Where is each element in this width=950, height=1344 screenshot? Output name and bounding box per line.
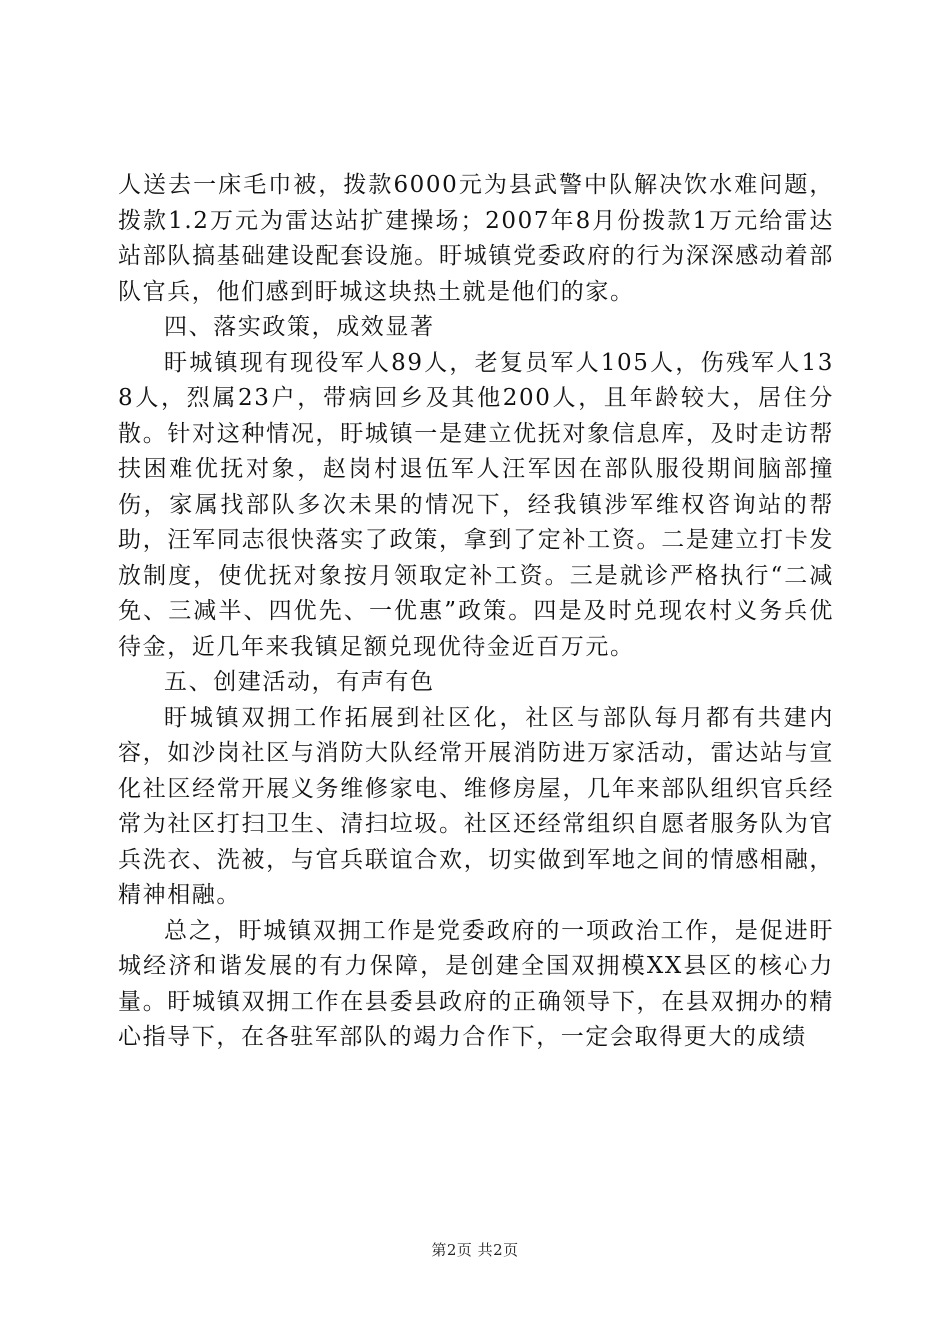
page-number-footer: 第2页 共2页: [431, 1241, 519, 1259]
paragraph-activities: 盱城镇双拥工作拓展到社区化，社区与部队每月都有共建内容，如沙岗社区与消防大队经常开展消防进万家活动，雷达站与宣化社区经常开展义务维修家电、维修房屋，几年来部队组织官兵经常为社区打扫卫生、清扫垃圾。社区还经常组织自愿者服务队为官兵洗衣、洗被，与官兵联谊合欢，切实做到军地之间的情感相融，精神相融。: [118, 704, 834, 908]
section-heading-5: 五、创建活动，有声有色: [164, 669, 435, 695]
section-heading-4: 四、落实政策，成效显著: [164, 314, 435, 340]
paragraph-continued: 人送去一床毛巾被，拨款6000元为县武警中队解决饮水难问题，拨款1.2万元为雷达站扩建操场；2007年8月份拨款1万元给雷达站部队搞基础建设配套设施。盱城镇党委政府的行为深深感动着部队官兵，他们感到盱城这块热土就是他们的家。: [118, 172, 834, 305]
paragraph-conclusion: 总之，盱城镇双拥工作是党委政府的一项政治工作，是促进盱城经济和谐发展的有力保障，是创建全国双拥模XX县区的核心力量。盱城镇双拥工作在县委县政府的正确领导下，在县双拥办的精心指导下，在各驻军部队的竭力合作下，一定会取得更大的成绩: [118, 917, 834, 1050]
paragraph-policy: 盱城镇现有现役军人89人，老复员军人105人，伤残军人138人，烈属23户，带病回乡及其他200人，且年龄较大，居住分散。针对这种情况，盱城镇一是建立优抚对象信息库，及时走访帮扶困难优抚对象，赵岗村退伍军人汪军因在部队服役期间脑部撞伤，家属找部队多次未果的情况下，经我镇涉军维权咨询站的帮助，汪军同志很快落实了政策，拿到了定补工资。二是建立打卡发放制度，使优抚对象按月领取定补工资。三是就诊严格执行“二减免、三减半、四优先、一优惠”政策。四是及时兑现农村义务兵优待金，近几年来我镇足额兑现优待金近百万元。: [118, 349, 834, 660]
document-body: [118, 168, 834, 1056]
